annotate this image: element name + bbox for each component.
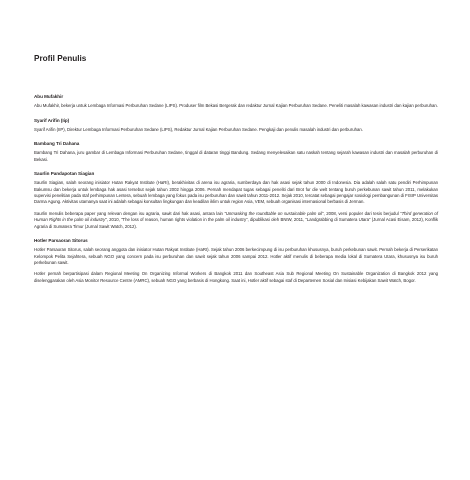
page-title: Profil Penulis [34, 54, 87, 63]
author-profiles [34, 94, 438, 292]
author-bio [34, 118, 438, 133]
bio-paragraph: Bambang Tri Dahana, juru gambar di Lembaga Informasi Perburuhan Sedane, tinggal di dataran tinggi Bandung. Sedang menyelesaikan satu naskah tentang sejarah kawasan industri dan masalah perburuhan di Bekasi. [34, 150, 438, 162]
author-bio [34, 94, 438, 109]
bio-paragraph: Syarif Arifin (IIP), Direktur Lembaga Informasi Perburuhan Sedane (LIPS), Redaktur Jurnal Kajian Perburuhan Sedane. Pengkaji dan penulis masalah industri dan perburuhan. [34, 126, 363, 132]
bio-paragraph: Hotler Parsaoran Sitorus, salah seorang anggota dan inisiator Hutan Rakyat Institute (HaRI). Sejak tahun 2006 berkecimpung di isu perburuhan khususnya, buruh perkebunan sawit. Pernah bekerja di Perserikatan Kelompok Pelita Sejahtera, sebuah NGO yang concern pada isu perburuhan dan sawit sejak tahun 2006 sampai 2012. Hotler aktif menulis di beberapa media lokal di Sumatera Utara, khususnya isu buruh perkebunan sawit. [34, 247, 438, 266]
author-bio [34, 141, 438, 163]
bio-paragraph: Hotler pernah berpartisipasi dalam Regional Meeting On Organizing Informal Workers di Bangkok 2011 dan Southeast Asia Sub Regional Meeting On Sustainable Organization di Bangkok 2012 yang diselenggarakan oleh Asia Monitor Resource Centre (AMRC), sebuah NGO yang berbasis di Hongkong. Saat ini, Hotler aktif sebagai staf di Departemen Sosial dan Inisiasi Kebijakan Sawit Watch, Bogor. [34, 271, 438, 283]
italic-title: “Third generation of Human Rights in the palm oil industry” [34, 210, 438, 223]
author-name: Bambang Tri Dahana [34, 141, 80, 147]
bio-paragraph: Saurlin Siagian, salah seorang inisiator Hutan Rakyat Institute (HaRI), berakhivitas di arena isu agraria, sumberdaya dan hak asasi sejak tahun 2000 di Indonesia. Dia adalah salah satu pendiri Perhimpunan Bakumsu dan bekerja untuk lembaga hak asasi tersebut sejak tahun 2002 hingga 2006. Pernah mendapat tugas sebagai peneliti dari Brot fur die welt tentang buruh perkebunan sawit tahun 2011, melakukan supervisi penelitian pada staf perhimpunan Lentera, sebuah lembaga yang fokus pada isu perburuhan dan sawit tahun 2011-2012. Sejak 2010, tercatat sebagai pengajar sosiologi pembangunan di FISIP Universitas Darma Agung. Aktivitas utamanya saat ini adalah sebagai konsultan lingkungan dan keadilan iklim untuk region Asia, VEM, sebuah organisasi internasional berbasis di Jerman. [34, 180, 438, 205]
author-name: Hotler Parsaoran Sitorus [34, 238, 88, 244]
bio-paragraph: Saurlin menulis beberapa paper yang relevan dengan isu agraria, sawit dari hak asasi, antara lain “Unmasking the roundtable on sustainable palm oil”, 2008, versi populer dari tesis berjudul “Third generation of Human Rights in the palm oil industry”, 2010, “The loss of reason, human rights violation in the palm oil industry”, dipublikasi oleh BNIW, 2011, “Landgrabbing di Sumatera Utara” (Jurnal Acasi Eisam, 2012), Konflik Agraria di Sumatera Timur (Jurnal Sawit Watch, 2012). [34, 210, 438, 229]
author-bio [34, 238, 438, 284]
author-bio [34, 171, 438, 230]
author-name: Syarif Arifin (Iip) [34, 117, 70, 123]
author-name: Abu Mufakhir [34, 94, 64, 99]
author-name: Saurlin Pandapotan Siagian [34, 171, 95, 177]
italic-title: “Unmasking the roundtable on sustainable palm oil” [224, 210, 324, 216]
bio-paragraph: Abu Mufakhir, bekerja untuk Lembaga Informasi Perburuhan Sedane (LIPS). Produser film Bekasi Bergerak dan redaktur Jurnal Kajian Perburuhan Sedane. Peneliti masalah kawasan industri dan kajian perburuhan. [34, 103, 438, 108]
